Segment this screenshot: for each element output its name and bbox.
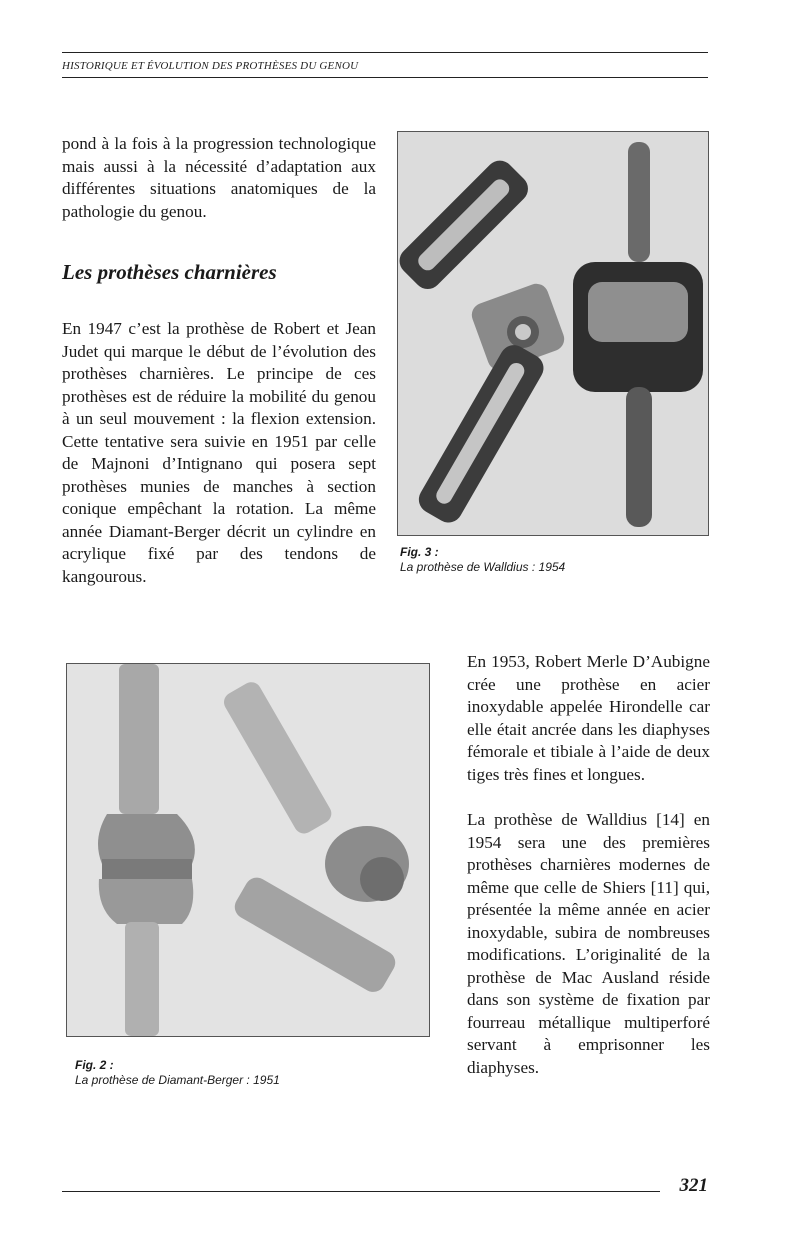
header-bottom-rule bbox=[62, 77, 708, 78]
page-number: 321 bbox=[679, 1175, 708, 1196]
intro-paragraph: pond à la fois à la progression technologique mais aussi à la nécessité d’adaptation aux différentes situations anatomiques de la pathologie du genou. bbox=[62, 134, 376, 221]
paragraph-1953: En 1953, Robert Merle D’Aubigne crée une prothèse en acier inoxydable appelée Hirondelle car elle était ancrée dans les diaphyses fémorale et tibiale à l’aide de deux tiges très fines et longues. bbox=[467, 652, 710, 784]
section-title: Les prothèses charnières bbox=[62, 260, 277, 284]
paragraph-walldius: La prothèse de Walldius [14] en 1954 sera une des premières prothèses charnières modernes de même que celle de Shiers [11] qui, présentée la même année en acier inoxydable, subira de nombreuses modifications. L’originalité de la prothèse de Mac Ausland réside dans son système de fixation par fourreau métallique multiperforé servant à emprisonner les diaphyses. bbox=[467, 810, 710, 1077]
diamant-berger-prosthesis-illustration bbox=[67, 664, 429, 1036]
figure-2-caption bbox=[75, 1058, 280, 1088]
paragraph-1947: En 1947 c’est la prothèse de Robert et Jean Judet qui marque le début de l’évolution des prothèses charnières. Le principe de ces prothèses est de réduire la mobilité du genou à un seul mouvement : la flexion extension. Cette tentative sera suivie en 1951 par celle de Majnoni d’Intignano qui posera sept prothèses munies de manches à section conique empêchant la rotation. La même année Diamant-Berger décrit un cylindre en acrylique fixé par des tendons de kangourous. bbox=[62, 319, 376, 586]
footer-rule bbox=[62, 1191, 660, 1192]
figure-2-caption-text: La prothèse de Diamant-Berger : 1951 bbox=[75, 1073, 280, 1087]
figure-3-photo bbox=[397, 131, 709, 536]
running-title: HISTORIQUE ET ÉVOLUTION DES PROTHÈSES DU GENOU bbox=[62, 60, 359, 72]
figure-3-label: Fig. 3 : bbox=[400, 545, 439, 559]
figure-3-caption-text: La prothèse de Walldius : 1954 bbox=[400, 560, 566, 574]
walldius-prosthesis-illustration bbox=[398, 132, 708, 535]
header-top-rule bbox=[62, 52, 708, 53]
figure-2-photo bbox=[66, 663, 430, 1037]
figure-2-label: Fig. 2 : bbox=[75, 1058, 114, 1072]
figure-3-caption bbox=[400, 545, 565, 575]
